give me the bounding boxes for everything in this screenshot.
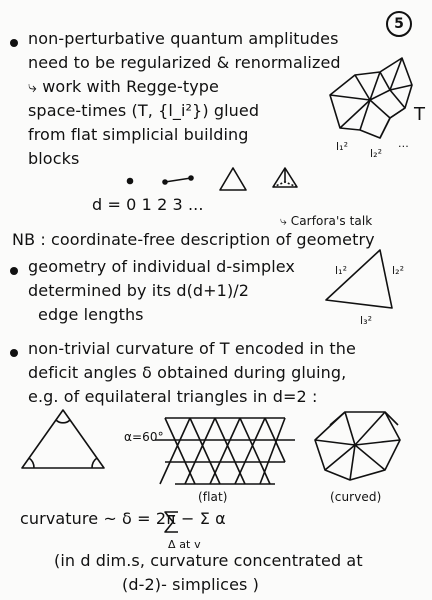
triangle-label-l3: l₃² [360, 314, 373, 327]
bullet-1-line-6: blocks [28, 149, 80, 168]
bullet-3-line-1: non-trivial curvature of T encoded in the [28, 339, 356, 358]
parenthetical-line-2: (d-2)- simplices ) [122, 575, 259, 594]
label-dots: ... [398, 137, 409, 150]
label-l2: l₂² [370, 147, 383, 160]
bullet-2-line-1: geometry of individual d-simplex [28, 257, 295, 276]
dimension-row: d = 0 1 2 3 ... [92, 195, 204, 214]
nb-line: NB : coordinate-free description of geometry [12, 230, 375, 249]
carfora-note: ⤷ Carfora's talk [280, 214, 373, 228]
bullet-2-line-2: determined by its d(d+1)/2 [28, 281, 250, 300]
triangle-label-l1: l₁² [335, 264, 348, 277]
bullet-3-line-2: deficit angles δ obtained during gluing, [28, 363, 347, 382]
parenthetical-line-1: (in d dim.s, curvature concentrated at [54, 551, 363, 570]
bullet-1-line-2: need to be regularized & renormalized [28, 53, 341, 72]
triangle-label-l2: l₂² [392, 264, 405, 277]
bullet-1-line-4: space-times (T, {l_i²}) glued [28, 101, 260, 120]
bullet-3-line-3: e.g. of equilateral triangles in d=2 : [28, 387, 318, 406]
label-l1: l₁² [336, 140, 349, 153]
label-T: T [414, 104, 426, 125]
curved-label: (curved) [330, 490, 382, 504]
bullet-1-line-1: non-perturbative quantum amplitudes [28, 29, 339, 48]
flat-label: (flat) [198, 490, 228, 504]
bullet-2-line-3: edge lengths [38, 305, 144, 324]
curvature-formula: curvature ~ δ = 2π − Σ α [20, 509, 226, 528]
alpha-equals-60: α=60° [124, 430, 164, 444]
page-number: 5 [386, 11, 412, 37]
bullet-1-line-3: ⤷ work with Regge-type [28, 77, 219, 96]
bullet-1-line-5: from flat simplicial building [28, 125, 249, 144]
sum-subscript: Δ at v [168, 538, 201, 551]
